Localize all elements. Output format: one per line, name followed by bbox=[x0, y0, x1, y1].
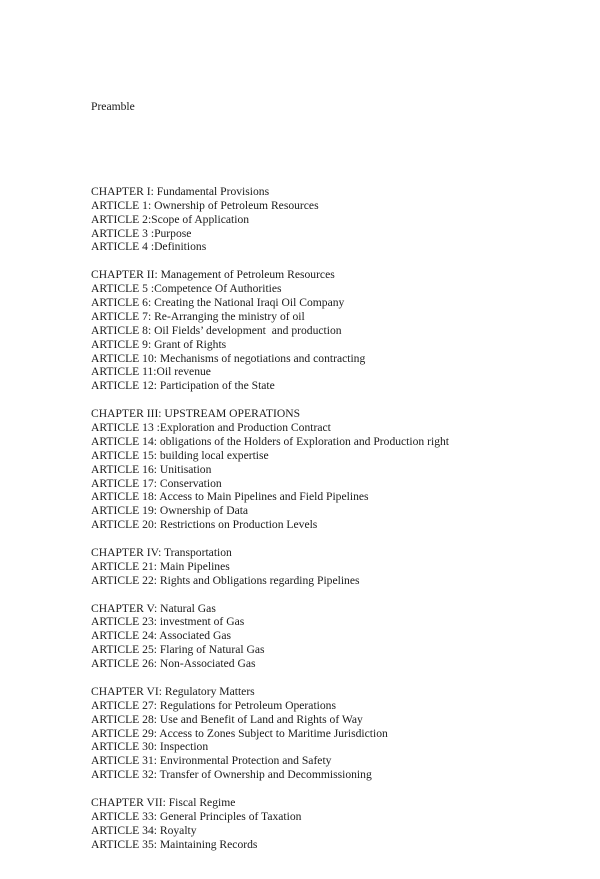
chapter-title: CHAPTER I: Fundamental Provisions bbox=[91, 184, 270, 198]
chapter-title: CHAPTER VII: Fiscal Regime bbox=[91, 796, 236, 810]
table-of-contents bbox=[91, 72, 449, 879]
spacer bbox=[91, 671, 449, 685]
chapter-list bbox=[91, 185, 449, 852]
article-entry: ARTICLE 34: Royalty bbox=[91, 823, 197, 837]
article-entry: ARTICLE 1: Ownership of Petroleum Resources bbox=[91, 198, 319, 212]
spacer bbox=[91, 588, 449, 602]
chapter-title: CHAPTER IV: Transportation bbox=[91, 545, 232, 559]
chapter-title: CHAPTER III: UPSTREAM OPERATIONS bbox=[91, 407, 301, 421]
spacer bbox=[91, 532, 449, 546]
article-entry: ARTICLE 24: Associated Gas bbox=[91, 629, 232, 643]
article-entry: ARTICLE 26: Non-Associated Gas bbox=[91, 657, 256, 671]
article-entry: ARTICLE 8: Oil Fields’ development and production bbox=[91, 323, 342, 337]
chapter-block bbox=[91, 407, 449, 532]
article-entry: ARTICLE 20: Restrictions on Production Levels bbox=[91, 518, 318, 532]
spacer bbox=[91, 142, 449, 158]
chapter-block bbox=[91, 685, 449, 782]
article-entry: ARTICLE 29: Access to Zones Subject to Maritime Jurisdiction bbox=[91, 726, 388, 740]
spacer bbox=[91, 254, 449, 268]
article-entry: ARTICLE 10: Mechanisms of negotiations and contracting bbox=[91, 351, 366, 365]
article-entry: ARTICLE 27: Regulations for Petroleum Operations bbox=[91, 698, 336, 712]
article-entry: ARTICLE 15: building local expertise bbox=[91, 448, 269, 462]
chapter-block bbox=[91, 268, 449, 393]
chapter-block bbox=[91, 185, 449, 254]
article-entry: ARTICLE 22: Rights and Obligations regarding Pipelines bbox=[91, 573, 360, 587]
chapter-title: CHAPTER V: Natural Gas bbox=[91, 601, 216, 615]
chapter-title: CHAPTER II: Management of Petroleum Resources bbox=[91, 268, 335, 282]
article-entry: ARTICLE 25: Flaring of Natural Gas bbox=[91, 643, 265, 657]
article-entry: ARTICLE 4 :Definitions bbox=[91, 240, 207, 254]
preamble-heading: Preamble bbox=[91, 99, 135, 113]
chapter-block bbox=[91, 546, 449, 588]
spacer bbox=[91, 393, 449, 407]
article-entry: ARTICLE 13 :Exploration and Production Contract bbox=[91, 420, 331, 434]
article-entry: ARTICLE 23: investment of Gas bbox=[91, 615, 245, 629]
article-entry: ARTICLE 18: Access to Main Pipelines and Field Pipelines bbox=[91, 490, 369, 504]
article-entry: ARTICLE 32: Transfer of Ownership and Decommissioning bbox=[91, 768, 372, 782]
article-entry: ARTICLE 5 :Competence Of Authorities bbox=[91, 282, 282, 296]
chapter-title: CHAPTER VI: Regulatory Matters bbox=[91, 684, 255, 698]
article-entry: ARTICLE 2:Scope of Application bbox=[91, 212, 250, 226]
article-entry: ARTICLE 7: Re-Arranging the ministry of oil bbox=[91, 309, 305, 323]
spacer bbox=[91, 782, 449, 796]
chapter-block bbox=[91, 602, 449, 671]
article-entry: ARTICLE 14: obligations of the Holders of Exploration and Production right bbox=[91, 434, 450, 448]
article-entry: ARTICLE 12: Participation of the State bbox=[91, 379, 275, 393]
article-entry: ARTICLE 3 :Purpose bbox=[91, 226, 192, 240]
article-entry: ARTICLE 6: Creating the National Iraqi Oil Company bbox=[91, 295, 345, 309]
chapter-block bbox=[91, 796, 449, 852]
article-entry: ARTICLE 31: Environmental Protection and Safety bbox=[91, 754, 332, 768]
article-entry: ARTICLE 19: Ownership of Data bbox=[91, 504, 249, 518]
article-entry: ARTICLE 28: Use and Benefit of Land and Rights of Way bbox=[91, 712, 363, 726]
article-entry: ARTICLE 30: Inspection bbox=[91, 740, 209, 754]
article-entry: ARTICLE 11:Oil revenue bbox=[91, 365, 211, 379]
article-entry: ARTICLE 16: Unitisation bbox=[91, 462, 212, 476]
article-entry: ARTICLE 17: Conservation bbox=[91, 476, 222, 490]
article-entry: ARTICLE 33: General Principles of Taxation bbox=[91, 809, 302, 823]
article-entry: ARTICLE 35: Maintaining Records bbox=[91, 837, 258, 851]
article-entry: ARTICLE 9: Grant of Rights bbox=[91, 337, 227, 351]
article-entry: ARTICLE 21: Main Pipelines bbox=[91, 559, 230, 573]
